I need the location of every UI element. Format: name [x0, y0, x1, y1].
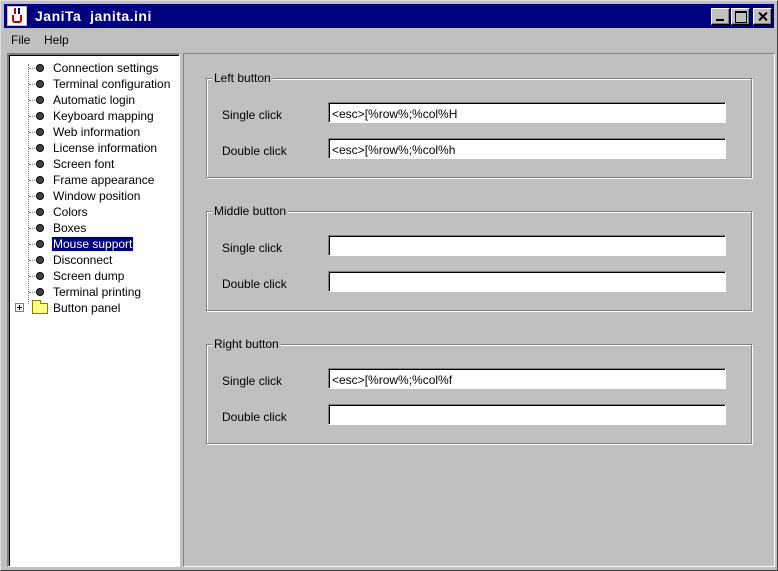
tree-item-screen-dump[interactable] [10, 268, 178, 284]
single-click-label: Single click [222, 374, 283, 388]
tree-item-screen-font[interactable] [10, 156, 178, 172]
middle-button-group [206, 204, 752, 311]
java-cup-icon[interactable] [7, 6, 27, 26]
tree-item-boxes[interactable] [10, 220, 178, 236]
right-button-group [206, 337, 752, 444]
middle-single-click-input[interactable] [328, 235, 726, 256]
settings-tree-panel [7, 53, 180, 567]
steam-icon-part [14, 8, 20, 14]
leaf-bullet-icon [36, 208, 44, 216]
tree-item-terminal-printing[interactable] [10, 284, 178, 300]
left-single-click-input[interactable] [328, 102, 726, 123]
tree-item-label[interactable]: License information [53, 141, 158, 155]
cup-icon-part [12, 15, 22, 23]
middle-double-click-input[interactable] [328, 271, 726, 292]
tree-item-label[interactable]: Connection settings [53, 61, 159, 75]
close-button[interactable] [753, 8, 772, 25]
double-click-label: Double click [222, 410, 287, 424]
double-click-label: Double click [222, 144, 287, 158]
left-button-group [206, 71, 752, 178]
tree-item-label[interactable]: Keyboard mapping [53, 109, 154, 123]
double-click-label: Double click [222, 277, 287, 291]
tree-folder-button-panel[interactable] [10, 300, 178, 316]
right-double-click-input[interactable] [328, 404, 726, 425]
leaf-bullet-icon [36, 224, 44, 232]
group-title: Right button [214, 337, 279, 351]
single-click-label: Single click [222, 108, 283, 122]
tree-item-web-information[interactable] [10, 124, 178, 140]
leaf-bullet-icon [36, 288, 44, 296]
leaf-bullet-icon [36, 192, 44, 200]
leaf-bullet-icon [36, 272, 44, 280]
mouse-support-panel [183, 53, 775, 567]
tree-item-label[interactable]: Automatic login [53, 93, 136, 107]
group-title: Left button [214, 71, 271, 85]
tree-item-frame-appearance[interactable] [10, 172, 178, 188]
menu-file[interactable]: File [11, 33, 31, 47]
window-title: JaniTa janita.ini [35, 8, 152, 24]
tree-item-label[interactable]: Screen font [53, 157, 115, 171]
leaf-bullet-icon [36, 80, 44, 88]
single-click-label: Single click [222, 241, 283, 255]
leaf-bullet-icon [36, 128, 44, 136]
tree-item-license-information[interactable] [10, 140, 178, 156]
tree-item-keyboard-mapping[interactable] [10, 108, 178, 124]
menu-bar [4, 30, 774, 50]
tree-item-label[interactable]: Colors [53, 205, 88, 219]
folder-icon [32, 303, 48, 314]
tree-item-label[interactable]: Frame appearance [53, 173, 155, 187]
tree-item-connection-settings[interactable] [10, 60, 178, 76]
leaf-bullet-icon [36, 160, 44, 168]
tree-item-window-position[interactable] [10, 188, 178, 204]
leaf-bullet-icon [36, 176, 44, 184]
tree-item-label[interactable]: Window position [53, 189, 141, 203]
group-title: Middle button [214, 204, 287, 218]
tree-item-label[interactable]: Terminal configuration [53, 77, 171, 91]
tree-item-label-selected[interactable]: Mouse support [53, 237, 133, 251]
leaf-bullet-icon [36, 256, 44, 264]
settings-tree [9, 55, 179, 566]
menu-help[interactable]: Help [44, 33, 69, 47]
tree-item-label[interactable]: Boxes [53, 221, 87, 235]
right-single-click-input[interactable] [328, 368, 726, 389]
tree-item-disconnect[interactable] [10, 252, 178, 268]
tree-item-label[interactable]: Terminal printing [53, 285, 142, 299]
tree-item-label[interactable]: Web information [53, 125, 141, 139]
leaf-bullet-icon [36, 240, 44, 248]
maximize-button[interactable] [731, 8, 750, 25]
leaf-bullet-icon [36, 96, 44, 104]
title-bar[interactable] [4, 4, 774, 28]
tree-item-terminal-configuration[interactable] [10, 76, 178, 92]
expand-plus-icon[interactable] [15, 303, 24, 312]
tree-item-automatic-login[interactable] [10, 92, 178, 108]
left-double-click-input[interactable] [328, 138, 726, 159]
tree-folder-label[interactable]: Button panel [53, 301, 121, 315]
leaf-bullet-icon [36, 144, 44, 152]
tree-item-mouse-support[interactable] [10, 236, 178, 252]
tree-item-label[interactable]: Disconnect [53, 253, 113, 267]
tree-item-colors[interactable] [10, 204, 178, 220]
minimize-button[interactable] [711, 8, 730, 25]
leaf-bullet-icon [36, 112, 44, 120]
leaf-bullet-icon [36, 64, 44, 72]
tree-item-label[interactable]: Screen dump [53, 269, 125, 283]
